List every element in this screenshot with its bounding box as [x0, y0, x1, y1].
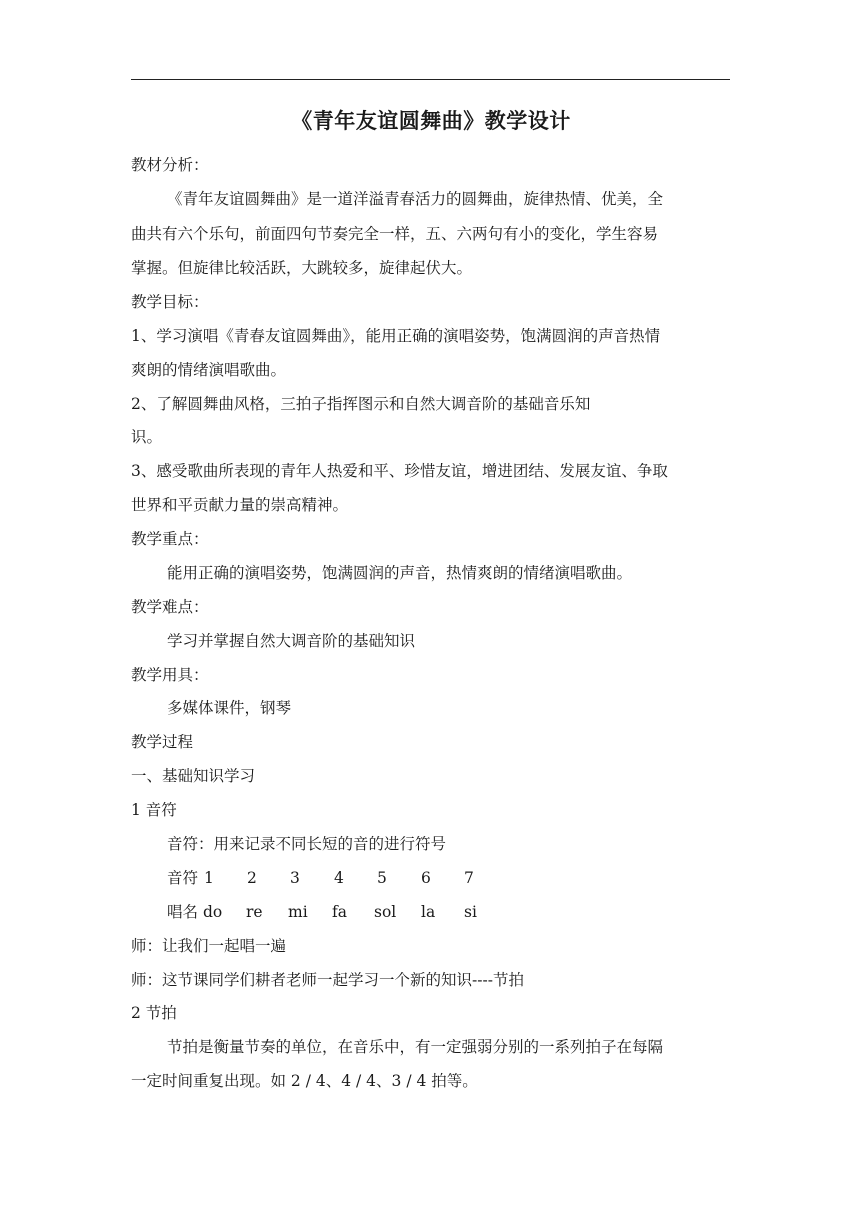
part-1-heading: 一、基础知识学习	[131, 767, 256, 785]
goals-heading: 教学目标：	[131, 293, 209, 311]
document-title: 《青年友谊圆舞曲》教学设计	[291, 109, 571, 133]
note-number: 3	[290, 869, 300, 887]
key-points-heading: 教学重点：	[131, 530, 209, 548]
beat-line-1: 节拍是衡量节奏的单位，在音乐中，有一定强弱分别的一系列拍子在每隔	[167, 1038, 664, 1056]
solfa-name: fa	[332, 903, 347, 921]
note-number: 7	[464, 869, 474, 887]
goal-2-line-2: 识。	[131, 428, 163, 446]
solfa-name: si	[464, 903, 477, 921]
header-rule	[131, 79, 730, 80]
notes-heading: 1 音符	[131, 801, 177, 819]
note-number: 2	[247, 869, 257, 887]
goal-2-line-1: 2、了解圆舞曲风格，三拍子指挥图示和自然大调音阶的基础音乐知	[131, 395, 591, 413]
goal-1-line-1: 1、学习演唱《青春友谊圆舞曲》，能用正确的演唱姿势，饱满圆润的声音热情	[131, 327, 661, 345]
tools-text: 多媒体课件，钢琴	[167, 699, 292, 717]
note-number: 1	[204, 869, 214, 887]
process-heading: 教学过程	[131, 733, 194, 751]
tools-heading: 教学用具：	[131, 666, 209, 684]
difficulty-heading: 教学难点：	[131, 598, 209, 616]
key-points-text: 能用正确的演唱姿势，饱满圆润的声音，热情爽朗的情绪演唱歌曲。	[167, 564, 633, 582]
solfa-name: la	[421, 903, 436, 921]
solfa-name: sol	[374, 903, 397, 921]
note-number: 5	[377, 869, 387, 887]
analysis-heading: 教材分析：	[131, 156, 209, 174]
goal-3-line-2: 世界和平贡献力量的崇高精神。	[131, 496, 349, 514]
analysis-line-2: 曲共有六个乐句，前面四句节奏完全一样，五、六两句有小的变化，学生容易	[131, 225, 659, 243]
solfa-name: re	[246, 903, 263, 921]
note-numbers-label: 音符	[167, 869, 199, 887]
solfa-name: do	[203, 903, 223, 921]
solfa-label: 唱名	[167, 903, 199, 921]
beat-line-2: 一定时间重复出现。如 2 / 4、4 / 4、3 / 4 拍等。	[131, 1072, 478, 1090]
analysis-line-1: 《青年友谊圆舞曲》是一道洋溢青春活力的圆舞曲，旋律热情、优美，全	[167, 190, 664, 208]
beat-heading: 2 节拍	[131, 1004, 177, 1022]
goal-1-line-2: 爽朗的情绪演唱歌曲。	[131, 361, 287, 379]
note-number: 6	[421, 869, 431, 887]
analysis-line-3: 掌握。但旋律比较活跃，大跳较多，旋律起伏大。	[131, 259, 473, 277]
notes-definition: 音符：用来记录不同长短的音的进行符号	[167, 835, 447, 853]
goal-3-line-1: 3、感受歌曲所表现的青年人热爱和平、珍惜友谊，增进团结、发展友谊、争取	[131, 462, 668, 480]
teacher-line-2: 师：这节课同学们耕者老师一起学习一个新的知识----节拍	[131, 971, 524, 989]
teacher-line-1: 师：让我们一起唱一遍	[131, 937, 287, 955]
note-number: 4	[334, 869, 344, 887]
solfa-name: mi	[288, 903, 308, 921]
difficulty-text: 学习并掌握自然大调音阶的基础知识	[167, 632, 416, 650]
